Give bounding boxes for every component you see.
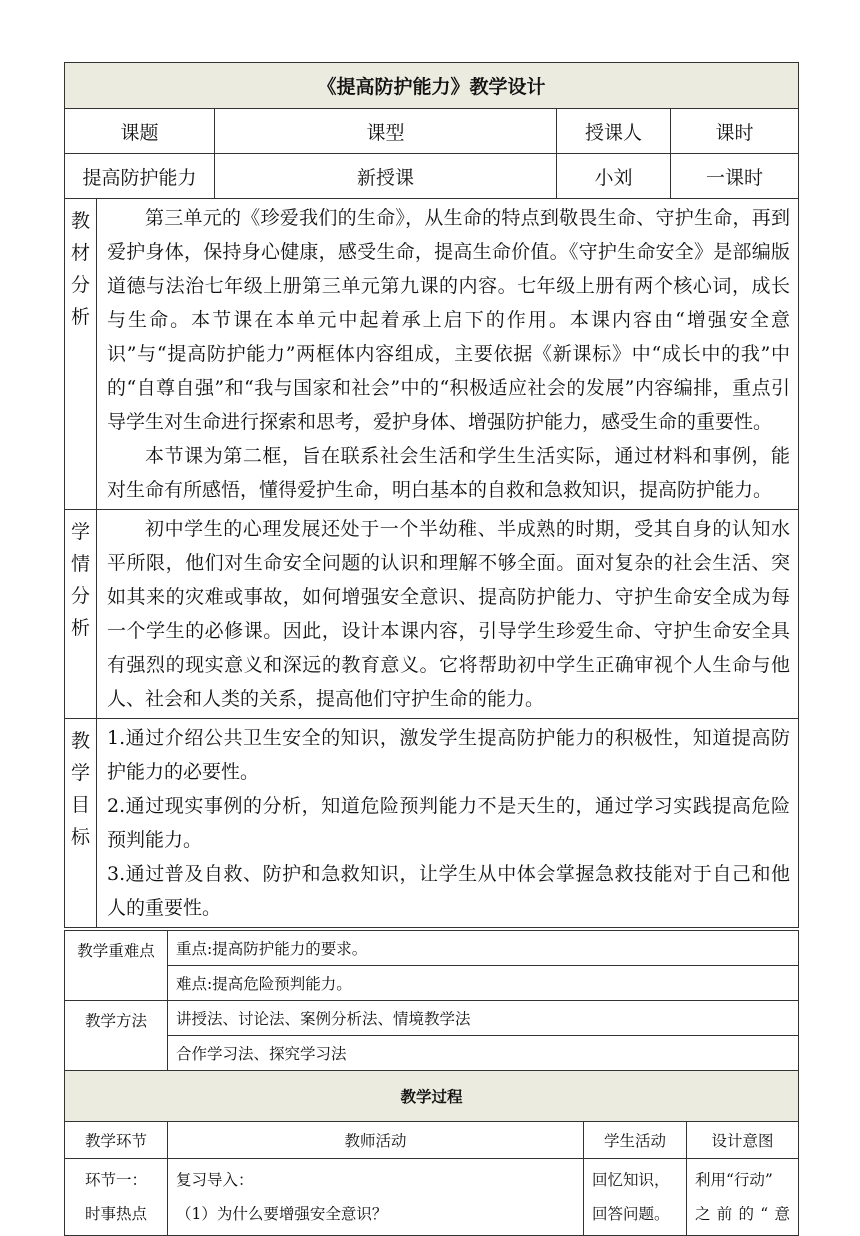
process-header-stage: 教学环节	[65, 1122, 168, 1159]
value-type: 新授课	[215, 154, 557, 199]
document-page	[64, 62, 798, 1236]
methods-label: 教学方法	[65, 1001, 168, 1071]
student-analysis-text: 初中学生的心理发展还处于一个半幼稚、半成熟的时期，受其自身的认知水平所限，他们对生命安全问题的认识和理解不够全面。面对复杂的社会生活、突如其来的灾难或事故，如何增强安全意识、提高防护能力、守护生命安全成为每一个学生的必修课。因此，设计本课内容，引导学生珍爱生命、守护生命安全具有强烈的现实意义和深远的教育意义。它将帮助初中学生正确审视个人生命与他人、社会和人类的关系，提高他们守护生命的能力。	[97, 510, 799, 719]
goal-item: 2.通过现实事例的分析，知道危险预判能力不是天生的，通过学习实践提高危险预判能力。	[107, 795, 791, 851]
teaching-goals-label: 教 学 目 标	[65, 719, 97, 928]
process-header-teacher: 教师活动	[168, 1122, 584, 1159]
design-intent-cell: 利用“行动” 之前的“意	[687, 1159, 799, 1236]
header-hours: 课时	[671, 109, 799, 154]
header-topic: 课题	[65, 109, 215, 154]
process-section-title: 教学过程	[65, 1071, 799, 1122]
header-teacher: 授课人	[557, 109, 671, 154]
lesson-info-table	[64, 62, 799, 928]
document-title: 《提高防护能力》教学设计	[65, 63, 799, 109]
teaching-process-table	[64, 930, 799, 1236]
student-activity-cell: 回忆知识， 回答问题。	[584, 1159, 687, 1236]
methods-line-2: 合作学习法、探究学习法	[168, 1036, 799, 1071]
table-row	[65, 1159, 799, 1236]
goal-item: 3.通过普及自救、防护和急救知识，让学生从中体会掌握急救技能对于自己和他人的重要性。	[107, 863, 791, 919]
value-teacher: 小刘	[557, 154, 671, 199]
key-point-focus: 重点:提高防护能力的要求。	[168, 931, 799, 966]
value-hours: 一课时	[671, 154, 799, 199]
teacher-activity-cell: 复习导入： （1）为什么要增强安全意识？	[168, 1159, 584, 1236]
teaching-goals-list	[97, 719, 799, 928]
goal-item: 1.通过介绍公共卫生安全的知识，激发学生提高防护能力的积极性，知道提高防护能力的必要性。	[107, 727, 791, 783]
material-analysis-label: 教 材 分 析	[65, 199, 97, 510]
stage-cell: 环节一： 时事热点	[65, 1159, 168, 1236]
methods-line-1: 讲授法、讨论法、案例分析法、情境教学法	[168, 1001, 799, 1036]
key-point-difficulty: 难点:提高危险预判能力。	[168, 966, 799, 1001]
process-header-intent: 设计意图	[687, 1122, 799, 1159]
key-points-label: 教学重难点	[65, 931, 168, 1001]
header-type: 课型	[215, 109, 557, 154]
process-header-student: 学生活动	[584, 1122, 687, 1159]
value-topic: 提高防护能力	[65, 154, 215, 199]
student-analysis-label: 学 情 分 析	[65, 510, 97, 719]
material-analysis-text: 第三单元的《珍爱我们的生命》，从生命的特点到敬畏生命、守护生命，再到爱护身体，保持身心健康，感受生命，提高生命价值。《守护生命安全》是部编版道德与法治七年级上册第三单元第九课的内容。七年级上册有两个核心词，成长与生命。本节课在本单元中起着承上启下的作用。本课内容由“增强安全意识”与“提高防护能力”两框体内容组成，主要依据《新课标》中“成长中的我”中的“自尊自强”和“我与国家和社会”中的“积极适应社会的发展”内容编排，重点引导学生对生命进行探索和思考，爱护身体、增强防护能力，感受生命的重要性。 本节课为第二框，旨在联系社会生活和学生生活实际，通过材料和事例，能对生命有所感悟，懂得爱护生命，明白基本的自救和急救知识，提高防护能力。	[97, 199, 799, 510]
